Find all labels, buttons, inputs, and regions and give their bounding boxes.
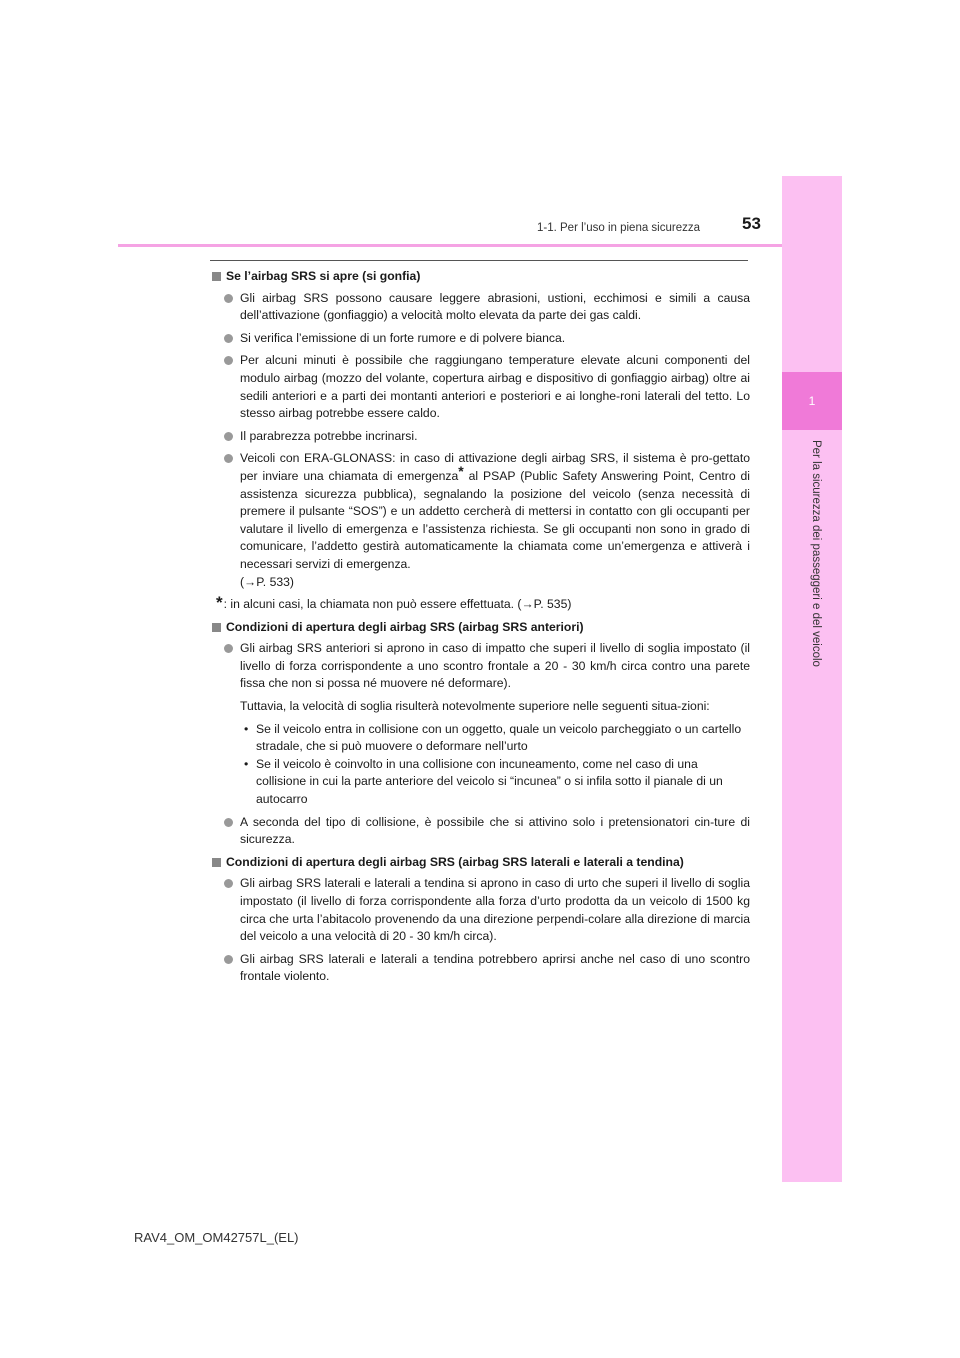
footnote-marker: * bbox=[458, 462, 464, 479]
square-bullet-icon bbox=[212, 623, 221, 632]
sub-list-item: • Se il veicolo entra in collisione con un oggetto, quale un veicolo parcheggiato o un cartello stradale, che si può muovere o deformare nell’urto bbox=[244, 721, 742, 754]
chapter-side-label: Per la sicurezza dei passeggeri e del veicolo bbox=[810, 440, 822, 667]
footnote-star: * bbox=[216, 593, 223, 613]
list-item: Per alcuni minuti è possibile che raggiungano temperature elevate alcuni componenti del modulo airbag (mozzo del volante, copertura airbag e dispositivo di gonfiaggio airbag) oltre ai sedili anteriori e a parti dei montanti anteriori e posteriori e ai longhe-roni laterali del tetto. Lo stesso airbag potrebbe essere caldo. bbox=[224, 352, 750, 422]
paragraph: Tuttavia, la velocità di soglia risulterà notevolmente superiore nelle seguenti situa-zioni: bbox=[240, 699, 710, 714]
list-item-era-glonass: Veicoli con ERA-GLONASS: in caso di attivazione degli airbag SRS, il sistema è pro-gettato per inviare una chiamata di emergenza* al PSAP (Public Safety Answering Point, Centro di assistenza sicurezza pubblica), segnalando la posizione del veicolo (senza necessità di premere il pulsante “SOS”) e un addetto cercherà di mettersi in contatto con gli occupanti per valutare il livello di emergenza e l’assistenza richiesta. Se gli occupanti non sono in grado di comunicare, l’addetto gestirà automaticamente la chiamata come un’emergenza e attiverà i necessari servizi di emergenza. (→P. 533) bbox=[224, 450, 750, 591]
section-heading: Se l’airbag SRS si apre (si gonfia) bbox=[210, 268, 750, 286]
square-bullet-icon bbox=[212, 272, 221, 281]
header-divider bbox=[118, 244, 782, 247]
circle-bullet-icon bbox=[224, 334, 233, 343]
circle-bullet-icon bbox=[224, 454, 233, 463]
circle-bullet-icon bbox=[224, 644, 233, 653]
list-item: Si verifica l’emissione di un forte rumore e di polvere bianca. bbox=[224, 330, 750, 348]
content-top-rule bbox=[210, 260, 748, 261]
circle-bullet-icon bbox=[224, 818, 233, 827]
footnote: * : in alcuni casi, la chiamata non può essere effettuata. (→P. 535) bbox=[216, 593, 572, 613]
list-item: Gli airbag SRS possono causare leggere abrasioni, ustioni, ecchimosi e simili a causa dell’attivazione (gonfiaggio) a velocità molto elevata da parte dei gas caldi. bbox=[224, 290, 750, 325]
circle-bullet-icon bbox=[224, 432, 233, 441]
document-code: RAV4_OM_OM42757L_(EL) bbox=[134, 1230, 299, 1245]
list-item: Gli airbag SRS laterali e laterali a tendina potrebbero aprirsi anche nel caso di uno scontro frontale violento. bbox=[224, 951, 750, 986]
section-heading: Condizioni di apertura degli airbag SRS (airbag SRS laterali e laterali a tendina) bbox=[210, 854, 750, 872]
page-content bbox=[210, 268, 750, 991]
circle-bullet-icon bbox=[224, 879, 233, 888]
section-heading: Condizioni di apertura degli airbag SRS (airbag SRS anteriori) bbox=[210, 619, 750, 637]
page-number: 53 bbox=[742, 214, 761, 233]
list-item: A seconda del tipo di collisione, è possibile che si attivino solo i pretensionatori cin-ture di sicurezza. bbox=[224, 814, 750, 849]
list-item: Gli airbag SRS anteriori si aprono in caso di impatto che superi il livello di soglia impostato (il livello di forza corrispondente a uno scontro frontale a 20 - 30 km/h circa contro una parete fissa che non si possa né muovere né deformare). bbox=[224, 640, 750, 693]
circle-bullet-icon bbox=[224, 356, 233, 365]
sub-list-item: • Se il veicolo è coinvolto in una collisione con incuneamento, come nel caso di una collisione in cui la parte anteriore del veicolo si “incunea” o si infila sotto il pianale di un autocarro bbox=[244, 756, 723, 807]
circle-bullet-icon bbox=[224, 294, 233, 303]
list-item: Gli airbag SRS laterali e laterali a tendina si aprono in caso di urto che superi il livello di soglia impostato (il livello di forza corrispondente alla forza d’urto prodotta da un veicolo di 1500 kg circa che urta l’abitacolo provenendo da una direzione perpendi-colare alla direzione di marcia del veicolo a una velocità di 20 - 30 km/h circa). bbox=[224, 875, 750, 945]
square-bullet-icon bbox=[212, 858, 221, 867]
chapter-number-tab: 1 bbox=[782, 372, 842, 430]
circle-bullet-icon bbox=[224, 955, 233, 964]
section-title: 1-1. Per l’uso in piena sicurezza bbox=[537, 222, 700, 234]
page-reference[interactable]: (→P. 533) bbox=[240, 574, 294, 589]
list-item: Il parabrezza potrebbe incrinarsi. bbox=[224, 428, 750, 446]
